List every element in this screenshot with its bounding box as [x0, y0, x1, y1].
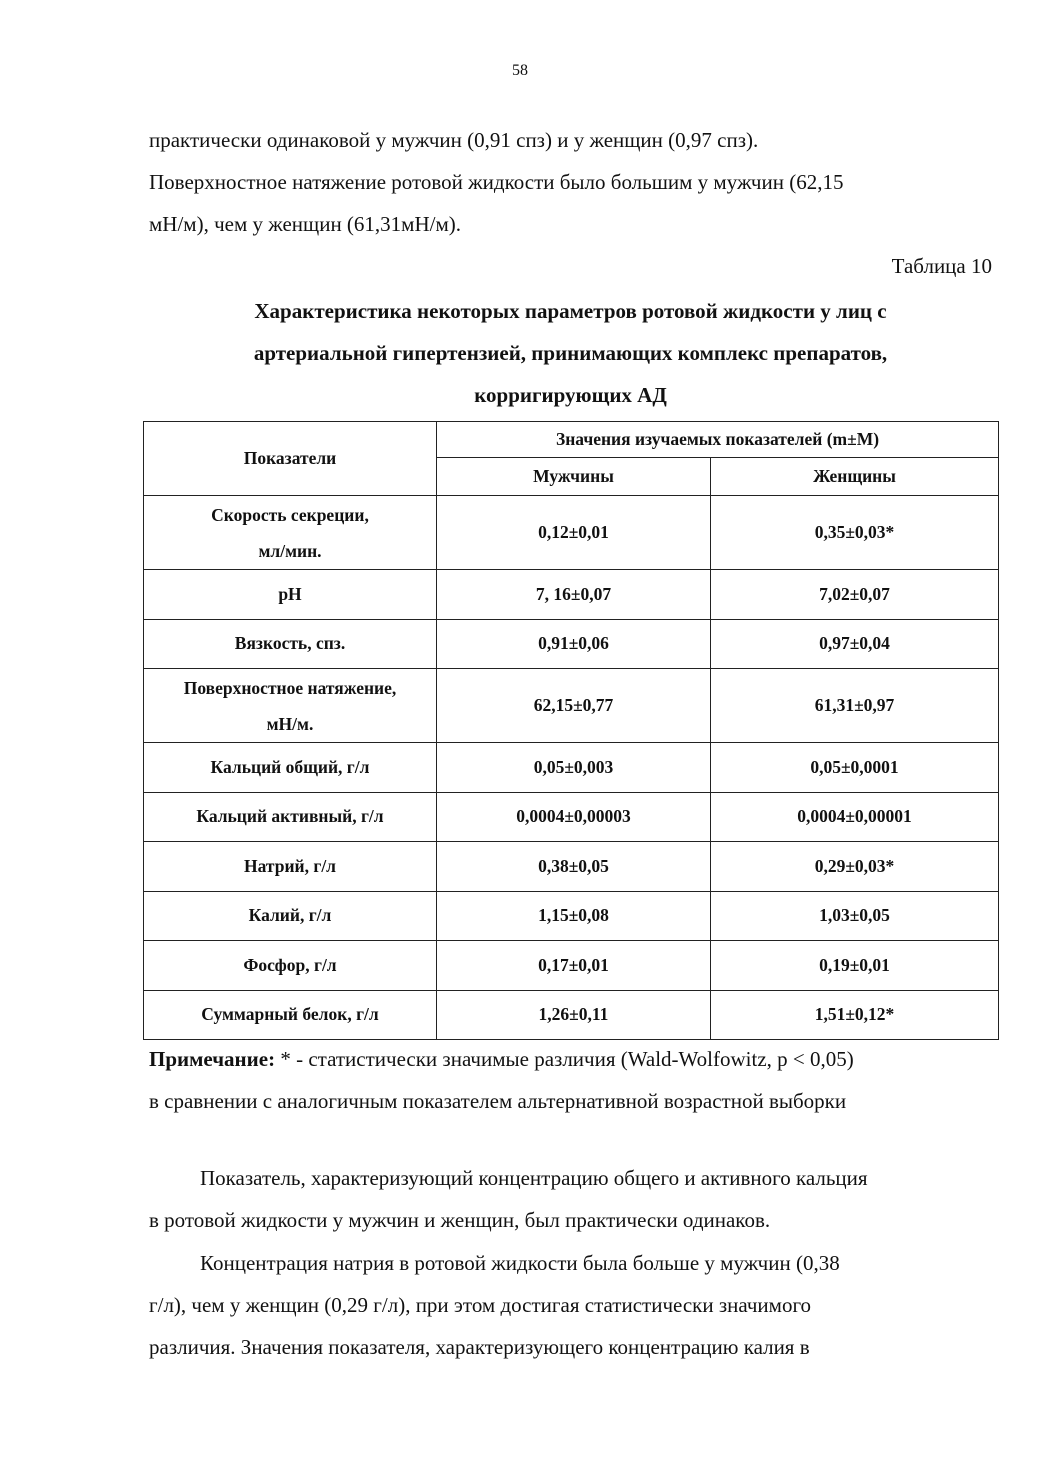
table-caption: Таблица 10 — [891, 254, 992, 278]
table-row — [144, 570, 999, 620]
text-line: Концентрация натрия в ротовой жидкости была больше у мужчин (0,38 — [200, 1251, 840, 1275]
table-row — [144, 941, 999, 991]
header-values: Значения изучаемых показателей (m±M) — [437, 422, 999, 458]
row-label — [144, 792, 437, 842]
text-line: мН/м), чем у женщин (61,31мН/м). — [149, 212, 461, 236]
note-line — [149, 1038, 992, 1080]
text-line: Показатель, характеризующий концентрацию общего и активного кальция — [200, 1166, 868, 1190]
header-men: Мужчины — [437, 458, 711, 496]
text-line: различия. Значения показателя, характеризующего концентрацию калия в — [149, 1335, 810, 1359]
value-men: 0,0004±0,00003 — [437, 792, 711, 842]
data-table — [143, 421, 999, 1040]
value-men: 1,26±0,11 — [437, 990, 711, 1040]
text-line: практически одинаковой у мужчин (0,91 спз) и у женщин (0,97 спз). — [149, 128, 759, 152]
row-label-line: Кальций общий, г/л — [210, 756, 370, 777]
table-body — [144, 496, 999, 1040]
table-row — [144, 743, 999, 793]
text-line: Поверхностное натяжение ротовой жидкости было большим у мужчин (62,15 — [149, 170, 844, 194]
value-women: 0,19±0,01 — [711, 941, 999, 991]
title-line: корригирующих АД — [474, 383, 667, 407]
intro-paragraph — [149, 119, 992, 245]
row-label-line: Поверхностное натяжение, — [183, 677, 397, 698]
value-men: 7, 16±0,07 — [437, 570, 711, 620]
row-label — [144, 891, 437, 941]
header-indicator: Показатели — [144, 422, 437, 496]
table-title — [149, 290, 992, 416]
row-label-line: Суммарный белок, г/л — [201, 1004, 379, 1025]
row-label — [144, 743, 437, 793]
table-row — [144, 669, 999, 743]
value-women: 61,31±0,97 — [711, 669, 999, 743]
value-men: 0,05±0,003 — [437, 743, 711, 793]
value-men: 0,38±0,05 — [437, 842, 711, 892]
note-label: Примечание: — [149, 1047, 276, 1071]
table-row — [144, 619, 999, 669]
table-row — [144, 496, 999, 570]
table-header-row — [144, 422, 999, 458]
value-women: 0,35±0,03* — [711, 496, 999, 570]
title-line: Характеристика некоторых параметров ротовой жидкости у лиц с — [254, 299, 887, 323]
table-row — [144, 792, 999, 842]
value-women: 0,97±0,04 — [711, 619, 999, 669]
row-label-line: Фосфор, г/л — [243, 954, 337, 975]
note-text: * - статистически значимые различия (Wald-Wolfowitz, p < 0,05) — [275, 1047, 854, 1071]
row-label-line: Калий, г/л — [248, 905, 332, 926]
row-label-line: мН/м. — [266, 713, 314, 734]
row-label — [144, 619, 437, 669]
table-row — [144, 990, 999, 1040]
row-label-line: Натрий, г/л — [244, 855, 336, 876]
row-label-line: pH — [278, 583, 302, 604]
value-women: 0,05±0,0001 — [711, 743, 999, 793]
value-men: 0,12±0,01 — [437, 496, 711, 570]
value-women: 1,03±0,05 — [711, 891, 999, 941]
row-label — [144, 990, 437, 1040]
value-women: 0,0004±0,00001 — [711, 792, 999, 842]
table-note — [149, 1038, 992, 1122]
row-label-line: Вязкость, спз. — [234, 633, 346, 654]
value-women: 0,29±0,03* — [711, 842, 999, 892]
header-women: Женщины — [711, 458, 999, 496]
row-label-line: Скорость секреции, — [211, 504, 369, 525]
table-row — [144, 891, 999, 941]
value-women: 7,02±0,07 — [711, 570, 999, 620]
row-label — [144, 669, 437, 743]
row-label — [144, 496, 437, 570]
row-label-line: мл/мин. — [258, 540, 322, 561]
text-line: в ротовой жидкости у мужчин и женщин, был практически одинаков. — [149, 1208, 771, 1232]
sodium-paragraph — [149, 1242, 992, 1368]
row-label — [144, 570, 437, 620]
value-men: 0,17±0,01 — [437, 941, 711, 991]
page-number: 58 — [512, 62, 528, 79]
row-label-line: Кальций активный, г/л — [196, 806, 384, 827]
calcium-paragraph — [149, 1157, 992, 1241]
text-line: г/л), чем у женщин (0,29 г/л), при этом достигая статистически значимого — [149, 1293, 812, 1317]
value-men: 0,91±0,06 — [437, 619, 711, 669]
note-line: в сравнении с аналогичным показателем альтернативной возрастной выборки — [149, 1089, 847, 1113]
row-label — [144, 842, 437, 892]
row-label — [144, 941, 437, 991]
value-women: 1,51±0,12* — [711, 990, 999, 1040]
value-men: 1,15±0,08 — [437, 891, 711, 941]
table-row — [144, 842, 999, 892]
title-line: артериальной гипертензией, принимающих комплекс препаратов, — [253, 341, 888, 365]
value-men: 62,15±0,77 — [437, 669, 711, 743]
